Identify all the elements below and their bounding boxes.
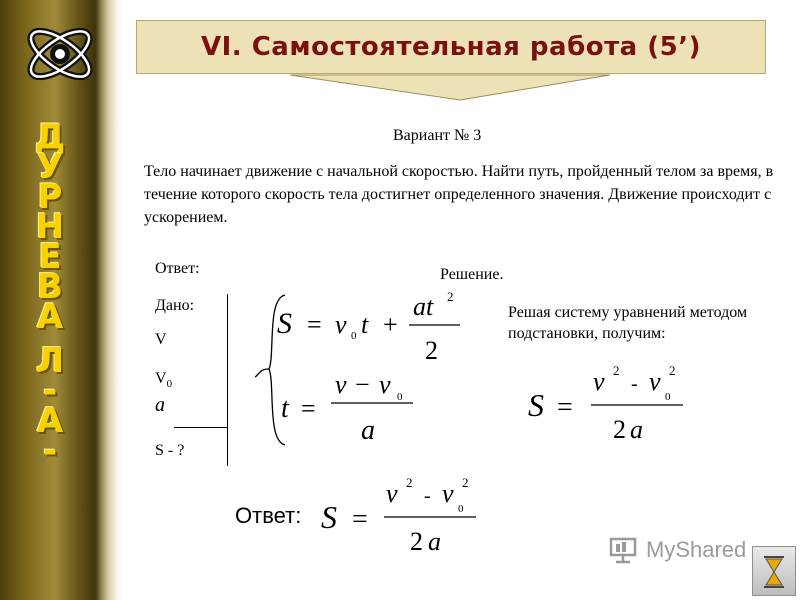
given-v0 (155, 370, 172, 390)
eq1-S: S (277, 307, 292, 340)
method-text: Решая систему уравнений методом подстановки, получим: (508, 304, 748, 342)
title-banner (136, 20, 766, 74)
name-letter: Н (35, 207, 65, 247)
name-letter: Л (35, 341, 65, 381)
brand-name: MyShared (646, 537, 747, 562)
problem-text: Тело начинает движение с начальной скоростью. Найти путь, пройденный телом за время, в течение которого скорость тела достигнет определенного значения. Движение происходит с ускорением. (144, 163, 774, 226)
ans-a: a (428, 527, 441, 556)
down-arrow-icon (290, 74, 610, 102)
ans-eq: = (352, 504, 368, 535)
name-letter: Е (38, 237, 62, 277)
hourglass-button[interactable] (752, 546, 796, 596)
given-a: a (155, 394, 165, 416)
decorative-sidebar (0, 0, 122, 600)
name-letter: У (36, 147, 64, 187)
name-letter: А (36, 297, 64, 337)
eq2-a: a (361, 415, 375, 446)
eq2-t: t (281, 393, 289, 424)
ans-v0: v (442, 479, 454, 508)
solution-label: Решение. (440, 266, 504, 283)
name-letter: - (42, 431, 58, 471)
ans-S: S (321, 499, 337, 535)
name-letter: Р (37, 177, 63, 217)
eq1-t: t (361, 310, 369, 339)
name-letter: - (42, 371, 58, 411)
eq1-exp: 2 (447, 289, 454, 304)
name-letter: А (36, 401, 64, 441)
ans-v0-exp: 2 (462, 475, 469, 490)
vertical-author-name (10, 117, 90, 471)
name-letter: Д (34, 117, 66, 157)
given-divider-horizontal (174, 427, 228, 428)
ans-minus: - (424, 485, 431, 507)
res-v0-exp: 2 (669, 363, 676, 378)
given-unknown: S - ? (155, 442, 185, 459)
eq1-equals: = (307, 310, 322, 339)
given-answer-label: Ответ: (155, 260, 200, 277)
result-formula (525, 360, 695, 445)
eq2-equals: = (301, 394, 316, 423)
slide-title: VI. Самостоятельная работа (5’) (200, 32, 702, 62)
ans-v-exp: 2 (406, 475, 413, 490)
eq2-v0-sub: 0 (397, 391, 403, 403)
presentation-board-icon (608, 536, 642, 564)
equation-system (255, 285, 475, 455)
eq1-v-sub: 0 (351, 330, 357, 342)
atom-logo-icon (20, 14, 100, 94)
eq2-v: v (335, 370, 347, 399)
res-minus: - (631, 373, 638, 395)
res-eq: = (557, 392, 573, 423)
ans-v: v (386, 479, 398, 508)
eq1-denom: 2 (425, 336, 438, 365)
given-divider-vertical (227, 294, 228, 466)
given-v0-base: V (155, 370, 167, 387)
eq2-v0: v (379, 370, 391, 399)
eq1-at: at (413, 292, 434, 321)
given-label: Дано: (155, 297, 195, 314)
res-v: v (593, 367, 605, 396)
res-v-exp: 2 (613, 363, 620, 378)
given-v: V (155, 331, 167, 348)
variant-label: Вариант № 3 (393, 127, 482, 144)
res-v0: v (649, 367, 661, 396)
given-v0-sub: 0 (166, 378, 173, 391)
res-S: S (528, 387, 544, 423)
res-v0-sub: 0 (665, 391, 671, 403)
ans-v0-sub: 0 (458, 503, 464, 515)
name-letter: В (37, 267, 63, 307)
res-a: a (630, 415, 643, 444)
hourglass-icon (753, 547, 795, 595)
eq2-minus: − (355, 370, 370, 399)
eq1-plus: + (383, 310, 398, 339)
eq1-v: v (335, 310, 347, 339)
ans-2: 2 (410, 527, 423, 556)
answer-label: Ответ: (235, 503, 302, 528)
brand-watermark (608, 536, 746, 564)
answer-formula (318, 472, 488, 557)
res-2: 2 (613, 415, 626, 444)
